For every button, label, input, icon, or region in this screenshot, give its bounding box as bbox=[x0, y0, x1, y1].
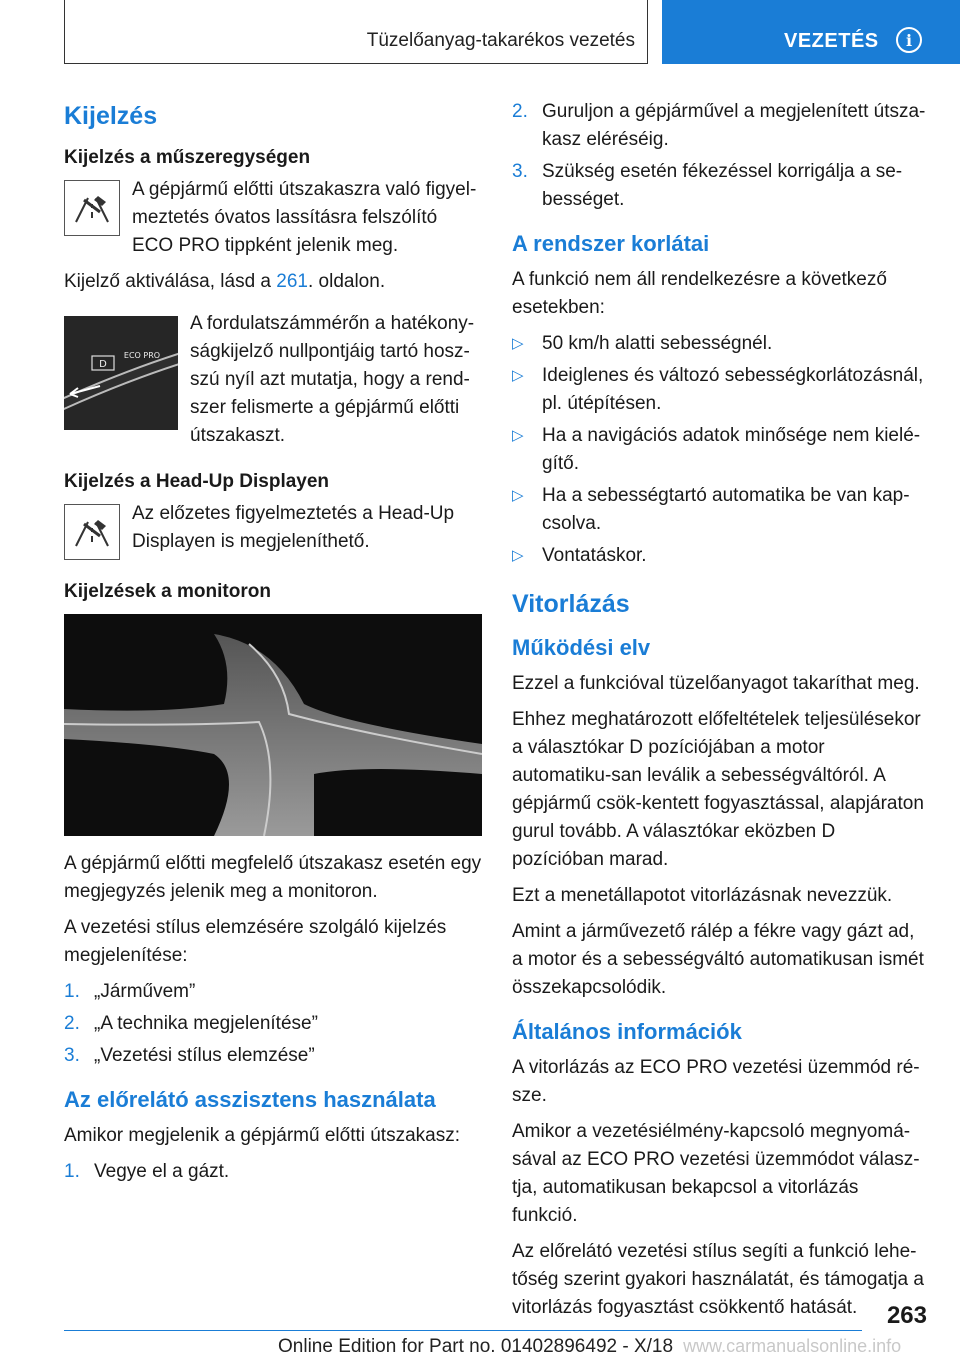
principle-text-2: Ehhez meghatározott előfeltételek teljesülésekor a választókar D pozíciójában a motor automatiku-san leválik a sebességváltóról. A gépjármű csök-kentett fogyasztással, alapjáraton gurul tovább. A választókar eközben D pozícióban marad. bbox=[512, 709, 924, 870]
list-item: 1. „Járművem” bbox=[64, 981, 196, 1002]
assistant-list bbox=[64, 1158, 482, 1186]
style-intro-text: A vezetési stílus elemzésére szolgáló kijelzés megjelenítése: bbox=[64, 917, 447, 966]
list-item: ▷ Ha a navigációs adatok minősége nem kielé-gítő. bbox=[512, 425, 921, 474]
heading-general: Általános információk bbox=[512, 1019, 742, 1044]
heading-limits: A rendszer korlátai bbox=[512, 231, 710, 256]
hud-text: Az előzetes figyelmeztetés a Head-Up Displayen is megjeleníthető. bbox=[132, 503, 455, 552]
monitor-text: A gépjármű előtti megfelelő útszakasz esetén egy megjegyzés jelenik meg a monitoron. bbox=[64, 853, 482, 902]
list-item: 2. „A technika megjelenítése” bbox=[64, 1013, 318, 1034]
footer-edition: Online Edition for Part no. 01402896492 - X/18 www.carmanualsonline.info bbox=[278, 1336, 902, 1357]
hud-block bbox=[64, 500, 482, 560]
heading-display: Kijelzés bbox=[64, 102, 158, 130]
limits-text: A funkció nem áll rendelkezésre a következő esetekben: bbox=[512, 269, 887, 318]
general-text-3: Az előrelátó vezetési stílus segíti a funkció lehe-tőség szerint gyakori használatát, és támogatja a vitorlázás fogyasztást csökkentő hatását. bbox=[512, 1241, 924, 1318]
gauge-gear-label: D bbox=[99, 359, 107, 370]
heading-instrument-cluster: Kijelzés a műszeregységen bbox=[64, 147, 311, 168]
warning-road-icon bbox=[64, 180, 120, 236]
header-section-tab[interactable] bbox=[662, 0, 960, 64]
list-item: 3. „Vezetési stílus elemzése” bbox=[64, 1045, 315, 1066]
tachometer-image bbox=[64, 316, 178, 430]
limits-list bbox=[512, 330, 926, 570]
header-title-box bbox=[64, 0, 648, 64]
gauge-block bbox=[64, 310, 482, 450]
page-number: 263 bbox=[886, 1302, 927, 1329]
heading-sailing: Vitorlázás bbox=[512, 590, 630, 618]
list-item: 1. Vegye el a gázt. bbox=[64, 1161, 230, 1182]
style-list bbox=[64, 978, 482, 1070]
monitor-road-image bbox=[64, 614, 482, 836]
list-item: ▷ Ideiglenes és változó sebességkorlátozásnál, pl. útépítésen. bbox=[512, 365, 924, 414]
heading-assistant: Az előrelátó asszisztens használata bbox=[64, 1087, 436, 1112]
activation-text-pre: Kijelző aktiválása, lásd a bbox=[64, 271, 277, 292]
gauge-mode-label: ECO PRO bbox=[123, 351, 161, 360]
instrument-block bbox=[64, 176, 482, 260]
activation-text-post: . oldalon. bbox=[307, 271, 386, 292]
principle-text-4: Amint a járművezető rálép a fékre vagy gázt ad, a motor és a sebességváltó automatikusan ismét összekapcsolódik. bbox=[512, 921, 924, 998]
list-item: ▷ Ha a sebességtartó automatika be van kap-csolva. bbox=[512, 485, 910, 534]
list-item: 2. Guruljon a gépjárművel a megjelenített útsza-kasz eléréséig. bbox=[512, 101, 926, 150]
warning-road-icon-hud bbox=[64, 504, 120, 560]
footer-divider bbox=[64, 1330, 862, 1331]
assistant-text: Amikor megjelenik a gépjármű előtti útszakasz: bbox=[64, 1125, 461, 1146]
assistant-list-continued bbox=[512, 98, 926, 214]
general-text-2: Amikor a vezetésiélmény-kapcsoló megnyomá-sával az ECO PRO vezetési üzemmódot válasz-tja, automatikusan bekapcsol a vitorlázás funkció. bbox=[512, 1121, 920, 1226]
list-item: ▷ 50 km/h alatti sebességnél. bbox=[512, 333, 773, 354]
gauge-text: A fordulatszámmérőn a hatékony-ságkijelző nullpontjáig tartó hosz-szú nyíl azt mutatja, hogy a rend-szer felismerte a gépjármű előtti útszakaszt. bbox=[190, 313, 475, 446]
principle-text-3: Ezt a menetállapotot vitorlázásnak nevezzük. bbox=[512, 885, 893, 906]
heading-monitor: Kijelzések a monitoron bbox=[64, 581, 271, 602]
header-title: Tüzelőanyag-takarékos vezetés bbox=[366, 30, 635, 51]
list-item: 3. Szükség esetén fékezéssel korrigálja a se-bességet. bbox=[512, 161, 903, 210]
right-column bbox=[512, 98, 926, 1330]
heading-hud: Kijelzés a Head-Up Displayen bbox=[64, 471, 330, 492]
list-item: ▷ Vontatáskor. bbox=[512, 545, 647, 566]
header-section-label: VEZETÉS bbox=[784, 30, 879, 52]
activation-paragraph bbox=[64, 268, 482, 296]
page-link-261[interactable]: 261 bbox=[276, 271, 308, 292]
principle-text-1: Ezzel a funkcióval tüzelőanyagot takaríthat meg. bbox=[512, 673, 920, 694]
heading-principle: Működési elv bbox=[512, 635, 651, 660]
instrument-text: A gépjármű előtti útszakaszra való figyel-meztetés óvatos lassításra felszólító ECO PRO tippként jelenik meg. bbox=[132, 179, 477, 256]
general-text-1: A vitorlázás az ECO PRO vezetési üzemmód ré-sze. bbox=[512, 1057, 920, 1106]
footer-watermark: www.carmanualsonline.info bbox=[683, 1336, 902, 1356]
info-icon[interactable]: i bbox=[896, 27, 922, 53]
left-column bbox=[64, 98, 482, 1194]
